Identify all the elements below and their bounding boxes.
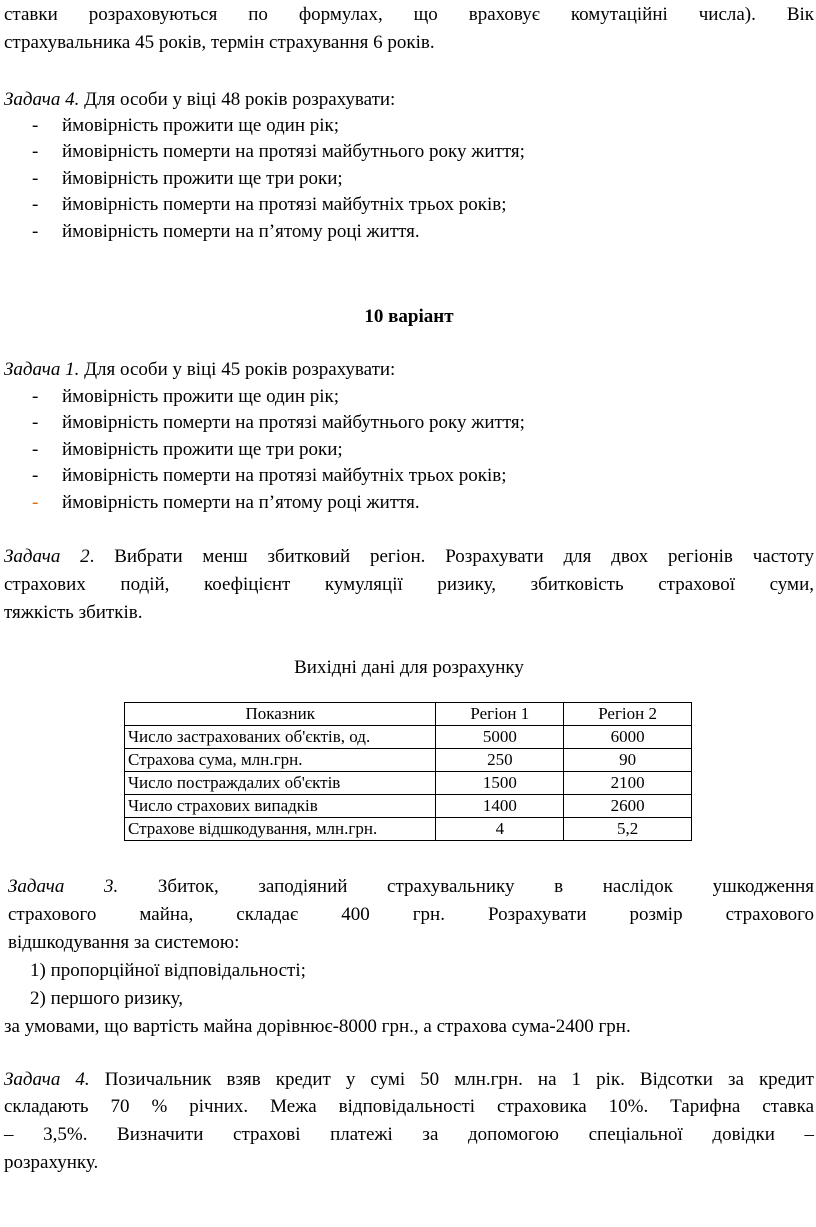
table-cell: Страхова сума, млн.грн. [125,749,436,772]
task2-line: тяжкість збитків. [4,602,143,623]
data-table [124,702,692,841]
table-cell: 250 [436,749,564,772]
task3-option: 1) пропорційної відповідальності; [30,960,306,981]
task1-heading: Задача 1. Для особи у віці 45 років розрахувати: [4,359,396,380]
table-cell: Число застрахованих об'єктів, од. [125,726,436,749]
table-row [125,749,692,772]
table-cell: 1500 [436,772,564,795]
table-cell: 5000 [436,726,564,749]
text-line: страхувальника 45 років, термін страхування 6 років. [4,32,435,53]
task4b-line: розрахунку. [4,1152,99,1173]
task3-line: відшкодування за системою: [8,932,240,953]
table-row [125,726,692,749]
list-item: - ймовірність померти на протязі майбутнього року життя; [32,141,525,162]
task2-line: Задача 2. Вибрати менш збитковий регіон. Розрахувати для двох регіонів частоту [4,546,814,567]
list-item: - ймовірність померти на п’ятому році життя. [32,221,420,242]
table-cell: 4 [436,818,564,841]
variant-title: 10 варіант [364,306,454,327]
table-row [125,795,692,818]
table-cell: Число страхових випадків [125,795,436,818]
list-item: - ймовірність померти на протязі майбутніх трьох років; [32,465,507,486]
text-line: ставки розраховуються по формулах, що враховує комутаційні числа). Вік [4,4,814,25]
list-item: - ймовірність померти на протязі майбутнього року життя; [32,412,525,433]
column-header: Регіон 2 [564,703,692,726]
task3-line: Задача 3. Збиток, заподіяний страхувальнику в наслідок ушкодження [8,876,814,897]
task4a-heading: Задача 4. Для особи у віці 48 років розрахувати: [4,89,396,110]
task4b-line: Задача 4. Позичальник взяв кредит у сумі 50 млн.грн. на 1 рік. Відсотки за кредит [4,1069,814,1090]
task4b-line: – 3,5%. Визначити страхові платежі за допомогою спеціальної довідки – [4,1124,814,1145]
task3-line: страхового майна, складає 400 грн. Розрахувати розмір страхового [8,904,814,925]
list-item: - ймовірність прожити ще три роки; [32,439,343,460]
table-row [125,818,692,841]
table-cell: 2600 [564,795,692,818]
table-row [125,772,692,795]
table-cell: 6000 [564,726,692,749]
task3-conditions: за умовами, що вартість майна дорівнює-8000 грн., а страхова сума-2400 грн. [4,1016,631,1037]
table-header-row [125,703,692,726]
list-item: - ймовірність прожити ще три роки; [32,168,343,189]
table-cell: 90 [564,749,692,772]
table-cell: 2100 [564,772,692,795]
task4b-line: складають 70 % річних. Межа відповідальності страховика 10%. Тарифна ставка [4,1096,814,1117]
list-item: - ймовірність померти на п’ятому році життя. [32,492,420,513]
table-title: Вихідні дані для розрахунку [294,657,524,678]
table-cell: 5,2 [564,818,692,841]
list-item: - ймовірність прожити ще один рік; [32,115,340,136]
column-header: Показник [125,703,436,726]
table-cell: Страхове відшкодування, млн.грн. [125,818,436,841]
task2-line: страхових подій, коефіцієнт кумуляції ризику, збитковість страхової суми, [4,574,814,595]
table-cell: Число постраждалих об'єктів [125,772,436,795]
task3-option: 2) першого ризику, [30,988,184,1009]
table-cell: 1400 [436,795,564,818]
list-item: - ймовірність померти на протязі майбутніх трьох років; [32,194,507,215]
list-item: - ймовірність прожити ще один рік; [32,386,340,407]
column-header: Регіон 1 [436,703,564,726]
